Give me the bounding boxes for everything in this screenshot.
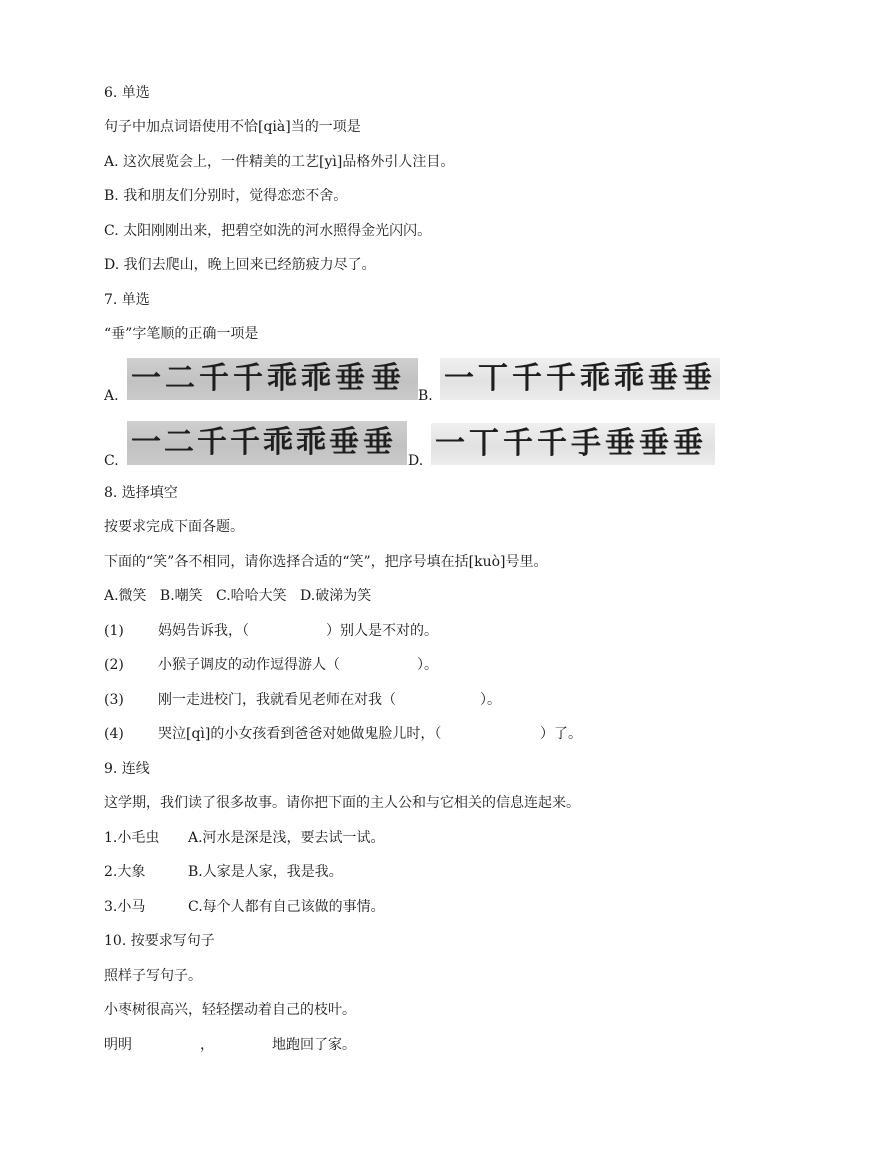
item-number: (2) [104, 657, 124, 673]
q10-fill-end: 地跑回了家。 [272, 1037, 356, 1053]
item-number: (3) [104, 692, 124, 708]
q10-fill-line [104, 1036, 356, 1054]
item-text-before: 刚一走进校门，我就看见老师在对我（ [158, 692, 396, 708]
stroke-step: 千 [230, 425, 260, 460]
stroke-step: 乖 [580, 361, 610, 396]
q9-row-1 [104, 829, 385, 847]
stroke-step: 垂 [682, 361, 712, 396]
stroke-step: 乖 [614, 361, 644, 396]
q9-right-item: A.河水是深是浅，要去试一试。 [188, 830, 385, 846]
q8-choices: A.微笑 B.嘲笑 C.哈哈大笑 D.破涕为笑 [104, 588, 372, 604]
q7-title: 7. 单选 [104, 292, 150, 308]
q8-item-4 [104, 725, 582, 743]
q9-row-2 [104, 863, 343, 881]
q9-right-item: B.人家是人家，我是我。 [188, 864, 343, 880]
q7-option-a-label: A. [104, 388, 119, 404]
stroke-step: 乖 [263, 425, 293, 460]
stroke-step: 乖 [296, 425, 326, 460]
q6-option-b: B. 我和朋友们分别时，觉得恋恋不舍。 [104, 188, 348, 204]
q9-stem: 这学期，我们读了很多故事。请你把下面的主人公和与它相关的信息连起来。 [104, 795, 580, 811]
stroke-step: 垂 [363, 425, 393, 460]
stroke-step: 乖 [301, 361, 331, 396]
q9-right-item: C.每个人都有自己该做的事情。 [188, 899, 385, 915]
q10-fill-start: 明明 [104, 1037, 132, 1053]
stroke-step: 垂 [648, 361, 678, 396]
q7-option-b-image [440, 358, 720, 400]
stroke-step: 丅 [478, 361, 508, 396]
q6-option-a: A. 这次展览会上，一件精美的工艺[yì]品格外引人注目。 [104, 154, 455, 170]
stroke-step: 一 [131, 361, 161, 396]
q8-instruction: 按要求完成下面各题。 [104, 519, 244, 535]
item-text-after: ）别人是不对的。 [326, 623, 438, 639]
q7-option-c-label: C. [104, 453, 119, 469]
stroke-step: 一 [435, 426, 465, 461]
q9-title: 9. 连线 [104, 761, 150, 777]
q6-option-d: D. 我们去爬山，晚上回来已经筋疲力尽了。 [104, 257, 376, 273]
q10-title: 10. 按要求写句子 [104, 933, 215, 949]
q7-stem: “垂”字笔顺的正确一项是 [104, 326, 259, 342]
q10-example: 小枣树很高兴，轻轻摆动着自己的枝叶。 [104, 1002, 356, 1018]
stroke-step: 垂 [329, 425, 359, 460]
q8-item-2 [104, 656, 438, 674]
stroke-step: 垂 [673, 426, 703, 461]
q6-option-c: C. 太阳刚刚出来，把碧空如洗的河水照得金光闪闪。 [104, 223, 432, 239]
stroke-step: 千 [503, 426, 533, 461]
q10-fill-comma: ， [200, 1037, 214, 1053]
stroke-step: 一 [131, 425, 161, 460]
stroke-step: 千 [233, 361, 263, 396]
item-text-before: 哭泣[qì]的小女孩看到爸爸对她做鬼脸儿时，（ [158, 726, 442, 742]
q6-title: 6. 单选 [104, 85, 150, 101]
q9-row-3 [104, 898, 385, 916]
q7-option-d-image [431, 423, 715, 465]
q6-stem: 句子中加点词语使用不恰[qià]当的一项是 [104, 119, 361, 135]
stroke-step: 丅 [469, 426, 499, 461]
stroke-step: 二 [165, 361, 195, 396]
item-text-before: 妈妈告诉我，（ [158, 623, 249, 639]
stroke-step: 千 [512, 361, 542, 396]
stroke-step: 垂 [335, 361, 365, 396]
stroke-step: 千 [546, 361, 576, 396]
stroke-step: 二 [164, 425, 194, 460]
stroke-step: 千 [199, 361, 229, 396]
stroke-step: 垂 [371, 361, 401, 396]
item-text-after: ）了。 [540, 726, 582, 742]
stroke-step: 手 [571, 426, 601, 461]
item-number: (4) [104, 726, 124, 742]
q7-option-d-label: D. [408, 453, 424, 469]
stroke-step: 千 [537, 426, 567, 461]
q10-instruction: 照样子写句子。 [104, 968, 202, 984]
stroke-step: 乖 [267, 361, 297, 396]
q8-item-1 [104, 622, 438, 640]
stroke-step: 千 [197, 425, 227, 460]
item-text-after: ）。 [480, 692, 501, 708]
q9-left-item: 3.小马 [104, 899, 146, 915]
q7-option-c-image [127, 421, 407, 465]
q8-title: 8. 选择填空 [104, 485, 178, 501]
q7-option-b-label: B. [418, 388, 433, 404]
stroke-step: 垂 [605, 426, 635, 461]
item-number: (1) [104, 623, 124, 639]
item-text-after: ）。 [417, 657, 438, 673]
stroke-step: 垂 [639, 426, 669, 461]
stroke-step: 一 [444, 361, 474, 396]
q8-item-3 [104, 691, 501, 709]
q9-left-item: 1.小毛虫 [104, 830, 160, 846]
q7-option-a-image [127, 358, 418, 400]
q9-left-item: 2.大象 [104, 864, 146, 880]
q8-stem: 下面的“笑”各不相同，请你选择合适的“笑”，把序号填在括[kuò]号里。 [104, 554, 548, 570]
item-text-before: 小猴子调皮的动作逗得游人（ [158, 657, 340, 673]
